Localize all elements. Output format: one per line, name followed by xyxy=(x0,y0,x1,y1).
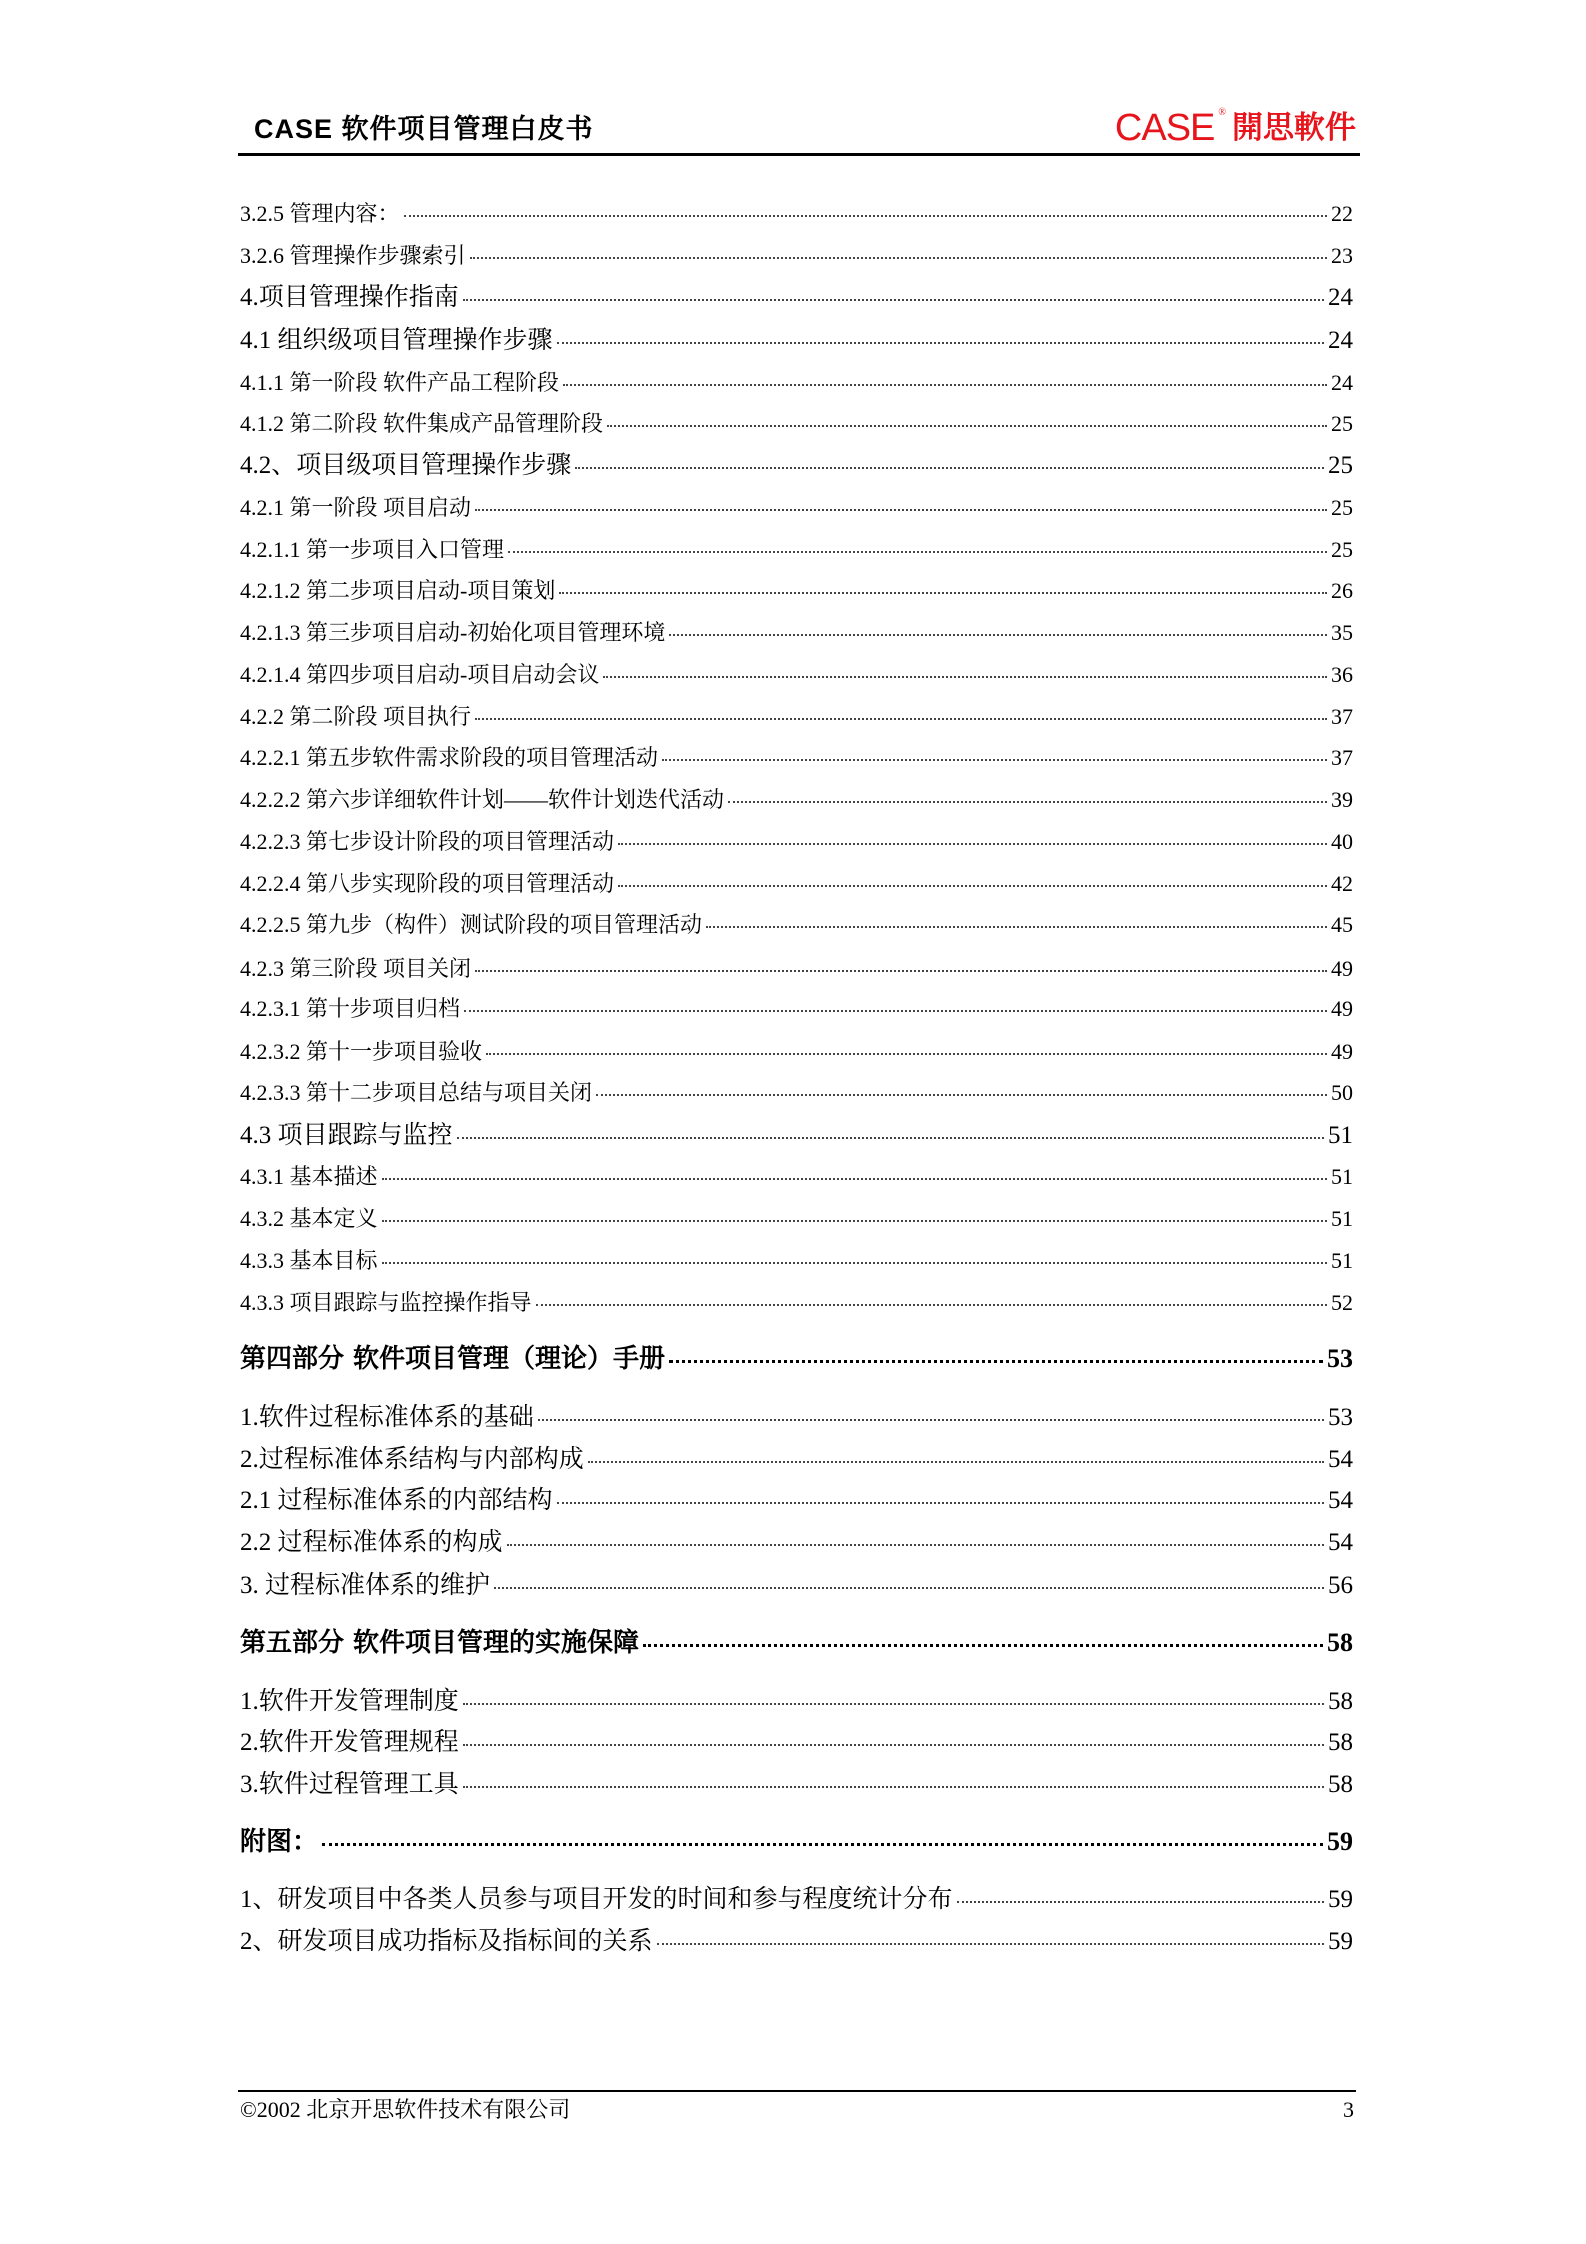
dot-leader xyxy=(382,1220,1327,1222)
toc-entry[interactable] xyxy=(240,1205,1353,1232)
dot-leader xyxy=(662,759,1327,761)
dot-leader xyxy=(538,1419,1324,1421)
toc-entry-label: 3.软件过程管理工具 xyxy=(240,1771,459,1798)
dot-leader xyxy=(536,1304,1327,1306)
toc-entry-label: 1.软件过程标准体系的基础 xyxy=(240,1404,534,1431)
toc-entry-page: 25 xyxy=(1331,411,1353,436)
toc-entry-label: 第四部分 软件项目管理（理论）手册 xyxy=(240,1344,666,1374)
toc-entry[interactable] xyxy=(240,744,1353,771)
toc-entry-page: 45 xyxy=(1331,912,1353,937)
toc-entry-page: 35 xyxy=(1331,620,1353,645)
toc-entry-page: 51 xyxy=(1331,1248,1353,1273)
toc-entry[interactable] xyxy=(240,410,1353,437)
toc-entry-page: 59 xyxy=(1328,1886,1353,1913)
toc-entry[interactable] xyxy=(240,1247,1353,1274)
toc-entry-page: 58 xyxy=(1328,1688,1353,1715)
toc-entry-label: 4.2.3.1 第十步项目归档 xyxy=(240,996,461,1021)
toc-entry-page: 59 xyxy=(1327,1827,1353,1856)
dot-leader xyxy=(669,634,1327,636)
toc-entry-label: 1.软件开发管理制度 xyxy=(240,1688,459,1715)
toc-entry-label: 4.项目管理操作指南 xyxy=(240,284,459,311)
toc-entry-page: 24 xyxy=(1331,370,1353,395)
toc-entry-label: 4.2.2 第二阶段 项目执行 xyxy=(240,704,472,729)
toc-entry[interactable] xyxy=(240,1926,1353,1957)
toc-entry[interactable] xyxy=(240,577,1353,604)
header-rule xyxy=(238,153,1360,156)
toc-entry-page: 53 xyxy=(1328,1404,1353,1431)
toc-entry-label: 4.2.2.4 第八步实现阶段的项目管理活动 xyxy=(240,871,615,896)
toc-entry-label: 4.3.3 项目跟踪与监控操作指导 xyxy=(240,1290,532,1315)
dot-leader xyxy=(728,801,1327,803)
toc-entry-label: 4.1 组织级项目管理操作步骤 xyxy=(240,327,553,354)
toc-entry[interactable] xyxy=(240,1826,1353,1858)
toc-entry[interactable] xyxy=(240,1727,1353,1758)
toc-entry-label: 4.2.2.3 第七步设计阶段的项目管理活动 xyxy=(240,829,615,854)
toc-entry-label: 第五部分 软件项目管理的实施保障 xyxy=(240,1628,640,1658)
toc-entry[interactable] xyxy=(240,1402,1353,1433)
dot-leader xyxy=(463,1786,1324,1788)
toc-entry-page: 24 xyxy=(1328,284,1353,311)
toc-entry-label: 4.2.1 第一阶段 项目启动 xyxy=(240,495,472,520)
logo-company-name: 開思軟件 xyxy=(1232,110,1356,146)
dot-leader xyxy=(463,1703,1324,1705)
toc-entry[interactable] xyxy=(240,1444,1353,1475)
dot-leader xyxy=(404,215,1327,217)
dot-leader xyxy=(457,1137,1324,1139)
toc-entry-label: 2.1 过程标准体系的内部结构 xyxy=(240,1487,553,1514)
dot-leader xyxy=(603,676,1327,678)
dot-leader xyxy=(563,384,1327,386)
toc-entry-page: 25 xyxy=(1331,495,1353,520)
dot-leader xyxy=(706,926,1327,928)
toc-entry-label: 附图： xyxy=(240,1827,319,1857)
dot-leader xyxy=(607,425,1327,427)
toc-entry[interactable] xyxy=(240,1485,1353,1516)
toc-entry[interactable] xyxy=(240,369,1353,396)
dot-leader xyxy=(382,1178,1327,1180)
dot-leader xyxy=(559,592,1327,594)
toc-entry-page: 23 xyxy=(1331,243,1353,268)
dot-leader xyxy=(557,1502,1324,1504)
toc-entry[interactable] xyxy=(240,494,1353,521)
dot-leader xyxy=(475,718,1327,720)
toc-entry[interactable] xyxy=(240,1120,1353,1151)
toc-entry[interactable] xyxy=(240,995,1353,1022)
logo-case-mark: CASE xyxy=(1114,107,1215,149)
toc-entry[interactable] xyxy=(240,282,1353,313)
toc-entry[interactable] xyxy=(240,1570,1353,1601)
toc-entry[interactable] xyxy=(240,1884,1353,1915)
dot-leader xyxy=(669,1360,1323,1363)
dot-leader xyxy=(596,1094,1327,1096)
toc-entry-label: 4.1.1 第一阶段 软件产品工程阶段 xyxy=(240,370,560,395)
toc-entry-label: 2.软件开发管理规程 xyxy=(240,1729,459,1756)
dot-leader xyxy=(618,885,1327,887)
toc-entry-label: 4.2.1.1 第一步项目入口管理 xyxy=(240,537,505,562)
toc-entry-label: 4.2.3 第三阶段 项目关闭 xyxy=(240,956,472,981)
toc-entry-page: 40 xyxy=(1331,829,1353,854)
dot-leader xyxy=(494,1587,1324,1589)
toc-entry[interactable] xyxy=(240,1686,1353,1717)
toc-entry-label: 2.2 过程标准体系的构成 xyxy=(240,1529,503,1556)
dot-leader xyxy=(643,1644,1323,1647)
dot-leader xyxy=(618,843,1327,845)
dot-leader xyxy=(557,342,1324,344)
toc-entry[interactable] xyxy=(240,1769,1353,1800)
toc-entry-page: 52 xyxy=(1331,1290,1353,1315)
toc-entry-page: 37 xyxy=(1331,745,1353,770)
dot-leader xyxy=(463,299,1324,301)
toc-entry-label: 2.过程标准体系结构与内部构成 xyxy=(240,1446,584,1473)
toc-entry[interactable] xyxy=(240,955,1353,982)
toc-entry-label: 3.2.6 管理操作步骤索引 xyxy=(240,243,466,268)
dot-leader xyxy=(475,970,1327,972)
toc-entry-page: 58 xyxy=(1328,1729,1353,1756)
toc-entry-page: 24 xyxy=(1328,327,1353,354)
toc-entry-label: 4.2.3.3 第十二步项目总结与项目关闭 xyxy=(240,1080,593,1105)
toc-entry[interactable] xyxy=(240,911,1353,938)
toc-entry-label: 4.1.2 第二阶段 软件集成产品管理阶段 xyxy=(240,411,604,436)
toc-entry[interactable] xyxy=(240,325,1353,356)
toc-entry-page: 51 xyxy=(1328,1122,1353,1149)
toc-entry-label: 4.3 项目跟踪与监控 xyxy=(240,1122,453,1149)
dot-leader xyxy=(588,1461,1324,1463)
toc-entry-page: 54 xyxy=(1328,1529,1353,1556)
toc-entry-page: 42 xyxy=(1331,871,1353,896)
toc-entry[interactable] xyxy=(240,828,1353,855)
toc-entry[interactable] xyxy=(240,661,1353,688)
toc-entry-page: 58 xyxy=(1328,1771,1353,1798)
toc-entry-page: 51 xyxy=(1331,1164,1353,1189)
toc-entry-page: 25 xyxy=(1328,452,1353,479)
toc-entry-page: 37 xyxy=(1331,704,1353,729)
toc-entry-page: 36 xyxy=(1331,662,1353,687)
toc-entry[interactable] xyxy=(240,1527,1353,1558)
toc-entry[interactable] xyxy=(240,200,1353,227)
toc-entry[interactable] xyxy=(240,536,1353,563)
toc-entry-label: 4.3.3 基本目标 xyxy=(240,1248,378,1273)
toc-entry-page: 53 xyxy=(1327,1344,1353,1373)
toc-entry-label: 4.2.1.2 第二步项目启动-项目策划 xyxy=(240,578,556,603)
dot-leader xyxy=(507,1544,1324,1546)
toc-entry-page: 39 xyxy=(1331,787,1353,812)
toc-entry-page: 49 xyxy=(1331,996,1353,1021)
toc-entry[interactable] xyxy=(240,1627,1353,1659)
toc-entry[interactable] xyxy=(240,870,1353,897)
toc-entry-label: 4.2.1.3 第三步项目启动-初始化项目管理环境 xyxy=(240,620,666,645)
toc-entry-label: 3.2.5 管理内容： xyxy=(240,201,400,226)
dot-leader xyxy=(464,1010,1327,1012)
toc-entry-label: 4.2.1.4 第四步项目启动-项目启动会议 xyxy=(240,662,600,687)
document-title: CASE 软件项目管理白皮书 xyxy=(254,114,594,144)
dot-leader xyxy=(463,1744,1324,1746)
toc-entry[interactable] xyxy=(240,1038,1353,1065)
dot-leader xyxy=(475,509,1327,511)
dot-leader xyxy=(470,257,1327,259)
toc-entry-page: 50 xyxy=(1331,1080,1353,1105)
dot-leader xyxy=(322,1843,1323,1846)
dot-leader xyxy=(575,467,1324,469)
toc-entry-label: 3. 过程标准体系的维护 xyxy=(240,1572,491,1599)
page-number: 3 xyxy=(1343,2097,1354,2122)
toc-entry[interactable] xyxy=(240,450,1353,481)
toc-entry-page: 58 xyxy=(1327,1628,1353,1657)
footer-rule xyxy=(238,2090,1356,2092)
toc-entry-page: 22 xyxy=(1331,201,1353,226)
toc-entry[interactable] xyxy=(240,619,1353,646)
toc-entry-page: 56 xyxy=(1328,1572,1353,1599)
toc-entry-page: 49 xyxy=(1331,956,1353,981)
toc-entry-page: 25 xyxy=(1331,537,1353,562)
toc-entry-page: 54 xyxy=(1328,1487,1353,1514)
toc-entry[interactable] xyxy=(240,1343,1353,1375)
dot-leader xyxy=(957,1901,1324,1903)
dot-leader xyxy=(486,1053,1327,1055)
toc-entry[interactable] xyxy=(240,703,1353,730)
dot-leader xyxy=(508,551,1327,553)
toc-entry[interactable] xyxy=(240,1079,1353,1106)
logo-registered-mark: ® xyxy=(1218,107,1226,118)
toc-entry-page: 49 xyxy=(1331,1039,1353,1064)
toc-entry-page: 51 xyxy=(1331,1206,1353,1231)
toc-entry[interactable] xyxy=(240,242,1353,269)
footer-copyright: ©2002 北京开思软件技术有限公司 xyxy=(240,2097,571,2122)
toc-entry[interactable] xyxy=(240,1163,1353,1190)
toc-entry-label: 4.2.3.2 第十一步项目验收 xyxy=(240,1039,483,1064)
toc-entry[interactable] xyxy=(240,1289,1353,1316)
company-logo xyxy=(1115,106,1356,150)
toc-entry-label: 2、研发项目成功指标及指标间的关系 xyxy=(240,1928,653,1955)
toc-entry-label: 4.3.1 基本描述 xyxy=(240,1164,378,1189)
toc-entry-label: 4.3.2 基本定义 xyxy=(240,1206,378,1231)
toc-entry-label: 4.2.2.2 第六步详细软件计划——软件计划迭代活动 xyxy=(240,787,725,812)
toc-entry-page: 59 xyxy=(1328,1928,1353,1955)
toc-entry-label: 4.2.2.5 第九步（构件）测试阶段的项目管理活动 xyxy=(240,912,703,937)
dot-leader xyxy=(657,1943,1324,1945)
toc-entry-label: 4.2、项目级项目管理操作步骤 xyxy=(240,452,572,479)
toc-entry-label: 4.2.2.1 第五步软件需求阶段的项目管理活动 xyxy=(240,745,659,770)
toc-entry[interactable] xyxy=(240,786,1353,813)
toc-entry-label: 1、研发项目中各类人员参与项目开发的时间和参与程度统计分布 xyxy=(240,1886,953,1913)
toc-entry-page: 54 xyxy=(1328,1446,1353,1473)
dot-leader xyxy=(382,1262,1327,1264)
toc-entry-page: 26 xyxy=(1331,578,1353,603)
